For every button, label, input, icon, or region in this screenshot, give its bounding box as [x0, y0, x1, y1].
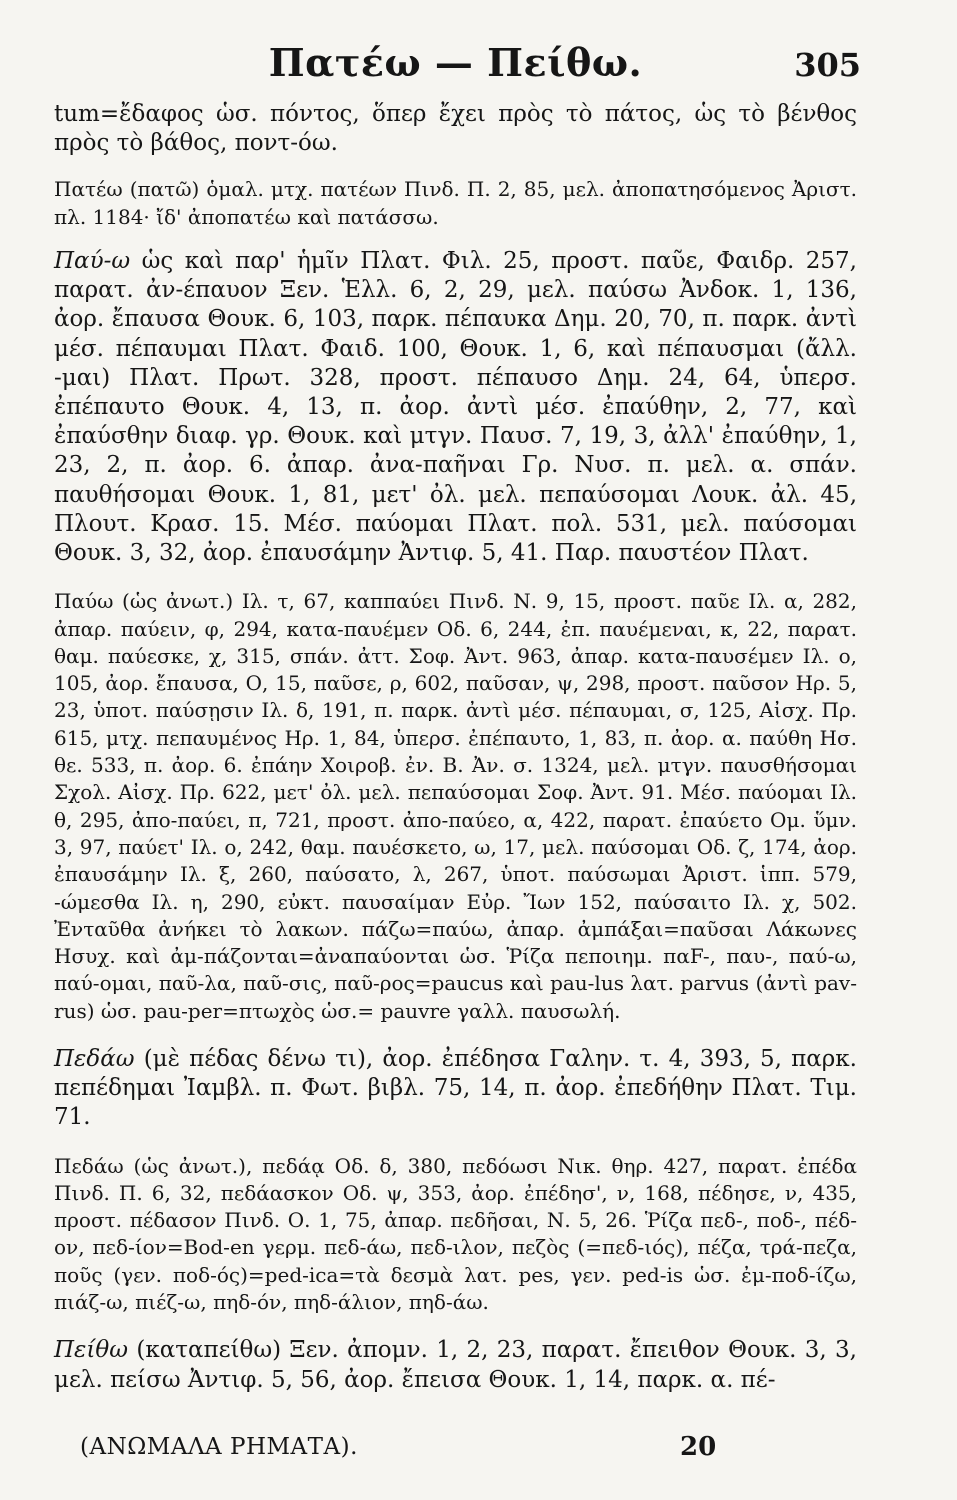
entry-headword: Πείθω: [54, 1337, 129, 1364]
entry-continuation: [54, 100, 857, 158]
entry-text: Πεδάω (ὡς ἀνωτ.), πεδάᾳ Οδ. δ, 380, πεδόωσι Νικ. θηρ. 427, παρατ. ἐπέδα Πινδ. Π. 6, 32, πεδάασκον Οδ. ψ, 353, ἀορ. ἐπέδησ', ν, 168, πέδησε, ν, 435, προστ. πέδασον Πινδ. Ο. 1, 75, ἀπαρ. πεδῆσαι, Ν. 5, 26. Ῥίζα πεδ-, ποδ-, πέδ-ον, πεδ-ίον=Bod-en γερμ. πεδ-άω, πεδ-ιλον, πεζὸς (=πεδ-ιός), πέζα, τρά-πεζα, ποῦς (γεν. ποδ-ός)=ped-ica=τὰ δεσμὰ λατ. pes, γεν. ped-is ὡσ. ἐμ-ποδ-ίζω, πιάζ-ω, πιέζ-ω, πηδ-όν, πηδ-άλιον, πηδ-άω.: [54, 1153, 857, 1315]
entry-headword: Παύ-ω: [54, 248, 131, 274]
entry-text: Παύω (ὡς ἀνωτ.) Ιλ. τ, 67, καππαύει Πινδ. Ν. 9, 15, προστ. παῦε Ιλ. α, 282, ἀπαρ. παύειν, φ, 294, κατα-παυέμεν Οδ. 6, 244, ἐπ. παυέμεναι, κ, 22, παρατ. θαμ. παύεσκε, χ, 315, σπάν. ἀττ. Σοφ. Ἀντ. 963, ἀπαρ. κατα-παυσέμεν Ιλ. ο, 105, ἀορ. ἔπαυσα, Ο, 15, παῦσε, ρ, 602, παῦσαν, ψ, 298, προστ. παῦσον Ηρ. 5, 23, ὑποτ. παύσῃσιν Ιλ. δ, 191, π. παρκ. ἀντὶ μέσ. πέπαυμαι, σ, 125, Αἰσχ. Πρ. 615, μτχ. πεπαυμένος Ηρ. 1, 84, ὑπερσ. ἐπέπαυτο, 1, 83, π. ἀορ. α. παύθη Ησ. θε. 533, π. ἀορ. 6. ἐπάην Χοιροβ. ἐν. Β. Ἀν. σ. 1324, μελ. μτγν. παυσθήσομαι Σχολ. Αἰσχ. Πρ. 622, μετ' ὀλ. μελ. πεπαύσομαι Σοφ. Ἀντ. 91. Μέσ. παύομαι Ιλ. θ, 295, ἀπο-παύει, π, 721, προστ. ἀπο-παύεο, α, 422, παρατ. ἐπαύετο Ομ. ὕμν. 3, 97, παύετ' Ιλ. ο, 242, θαμ. παυέσκετο, ω, 17, μελ. παύσομαι Οδ. ζ, 174, ἀορ. ἐπαυσάμην Ιλ. ξ, 260, παύσατο, λ, 267, ὑποτ. παύσωμαι Ἀριστ. ἱππ. 579, -ώμεσθα Ιλ. η, 290, εὐκτ. παυσαίμαν Εὐρ. Ἴων 152, παύσαιτο Ιλ. χ, 502. Ἐνταῦθα ἀνήκει τὸ λακων. πάζω=παύω, ἀπαρ. ἀμπάξαι=παῦσαι Λάκωνες Ησυχ. καὶ ἀμ-πάζονται=ἀναπαύονται ὡσ. Ῥίζα πεποιημ. παF-, παυ-, παύ-ω, παύ-ομαι, παῦ-λα, παῦ-σις, παῦ-ρος=paucus καὶ pau-lus λατ. parvus (ἀντὶ pav-rus) ὡσ. pau-per=πτωχὸς ὡσ.= pauvre γαλλ. παυσωλή.: [54, 589, 857, 1023]
entry-peitho: [54, 1336, 857, 1394]
entry-text: (καταπείθω) Ξεν. ἀπομν. 1, 2, 23, παρατ. ἔπειθον Θουκ. 3, 3, μελ. πείσω Ἀντιφ. 5, 56, ἀορ. ἔπεισα Θουκ. 1, 14, παρκ. α. πέ-: [54, 1337, 857, 1393]
entry-text: tum=ἔδαφος ὡσ. πόντος, ὅπερ ἔχει πρὸς τὸ πάτος, ὡς τὸ βένθος πρὸς τὸ βάθος, ποντ-όω.: [54, 101, 857, 157]
entry-text: Πατέω (πατῶ) ὁμαλ. μτχ. πατέων Πινδ. Π. 2, 85, μελ. ἀποπατησόμενος Ἀριστ. πλ. 1184· ἴδ' ἀποπατέω καὶ πατάσσω.: [54, 177, 857, 229]
entry-text: (μὲ πέδας δένω τι), ἀορ. ἐπέδησα Γαλην. τ. 4, 393, 5, παρκ. πεπέδημαι Ἰαμβλ. π. Φωτ. βιβλ. 75, 14, π. ἀορ. ἐπεδήθην Πλατ. Τιμ. 71.: [54, 1045, 857, 1131]
running-title: Πατέω — Πείθω.: [268, 40, 643, 85]
entry-headword: Πεδάω: [54, 1045, 135, 1072]
entry-pedao-attic: [54, 1045, 857, 1133]
entry-text: ὡς καὶ παρ' ἡμῖν Πλατ. Φιλ. 25, προστ. παῦε, Φαιδρ. 257, παρατ. ἀν-έπαυον Ξεν. Ἑλλ. 6, 2, 29, μελ. παύσω Ἀνδοκ. 1, 136, ἀορ. ἔπαυσα Θουκ. 6, 103, παρκ. πέπαυκα Δημ. 20, 70, π. παρκ. ἀντὶ μέσ. πέπαυμαι Πλατ. Φαιδ. 100, Θουκ. 1, 6, καὶ πέπαυσμαι (ἄλλ. -μαι) Πλατ. Πρωτ. 328, προστ. πέπαυσο Δημ. 24, 64, ὑπερσ. ἐπέπαυτο Θουκ. 4, 13, π. ἀορ. ἀντὶ μέσ. ἐπαύθην, 2, 77, καὶ ἐπαύσθην διαφ. γρ. Θουκ. καὶ μτγν. Παυσ. 7, 19, 3, ἀλλ' ἐπαύθην, 1, 23, 2, π. ἀορ. 6. ἀπαρ. ἀνα-παῆναι Γρ. Νυσ. π. μελ. α. σπάν. παυθήσομαι Θουκ. 1, 81, μετ' ὀλ. μελ. πεπαύσομαι Λουκ. ἀλ. 45, Πλουτ. Κρασ. 15. Μέσ. παύομαι Πλατ. πολ. 531, μελ. παύσομαι Θουκ. 3, 32, ἀορ. ἐπαυσάμην Ἀντιφ. 5, 41. Παρ. παυστέον Πλατ.: [54, 248, 857, 567]
entry-pauo-epic: [54, 588, 857, 1025]
footer-signature: (ΑΝΩΜΑΛΑ ΡΗΜΑΤΑ).: [80, 1434, 358, 1460]
entry-pateo: [54, 176, 857, 231]
page-footer: [80, 1434, 857, 1470]
sheet-number: 20: [680, 1432, 717, 1462]
entry-pauo-attic: [54, 247, 857, 568]
page-header: [54, 36, 861, 96]
page-number: 305: [794, 46, 861, 84]
entry-pedao-epic: [54, 1153, 857, 1317]
